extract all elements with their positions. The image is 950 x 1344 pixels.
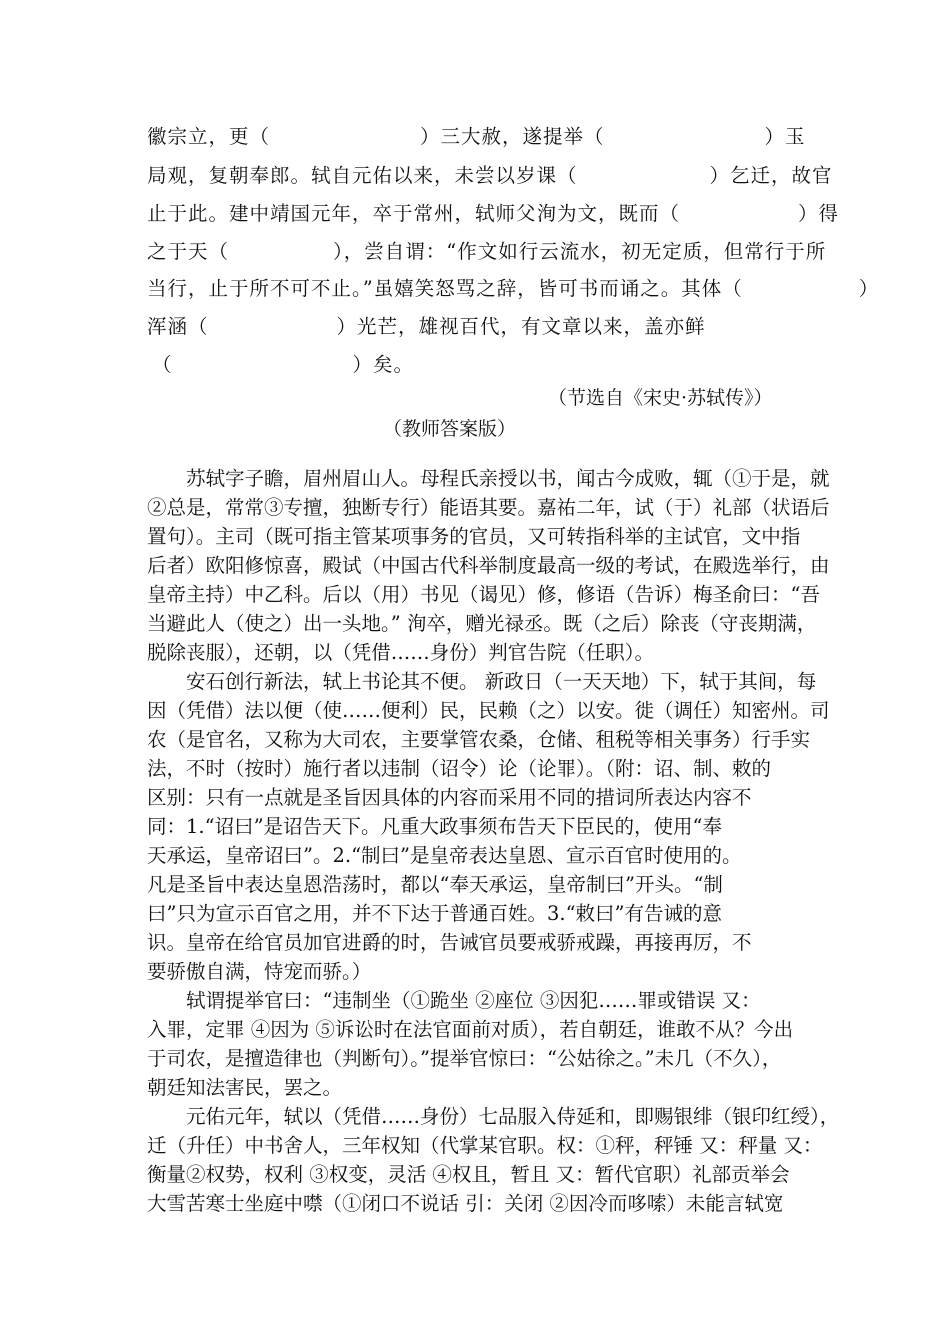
exercise-line: （ ）矣。: [152, 353, 415, 376]
paragraph: 轼谓提举官曰：“违制坐（①跪坐 ②座位 ③因犯……罪或错误 又： 入罪，定罪 ④因为 ⑤诉讼时在法官面前对质），若自朝廷，谁敢不从？今出 于司农，是擅造律也（判断句）。”提举官惊曰：“公姑徐之。”未几（不久）， 朝廷知法害民，罢之。: [147, 989, 794, 1099]
paragraph: 苏轼字子瞻，眉州眉山人。母程氏亲授以书，闻古今成败，辄（①于是，就 ②总是，常常③专擅，独断专行）能语其要。嘉祐二年，试（于）礼部（状语后 置句）。主司（既可指主管某项事务的官员，又可转指科举的主试官，文中指 后者）欧阳修惊喜，殿试（中国古代科举制度最高一级的考试，在殿选举行，由 皇帝主持）中乙科。后以（用）书见（谒见）修，修语（告诉）梅圣俞曰：“吾 当避此人（使之）出一头地。” 洵卒，赠光禄丞。既（之后）除丧（守丧期满， 脱除丧服），还朝，以（凭借……身份）判官告院（任职）。: [147, 467, 830, 664]
answer-body: [147, 464, 840, 1218]
exercise-line: 当行，止于所不可不止。”虽嬉笑怒骂之辞，皆可书而诵之。其体（ ）: [147, 277, 880, 300]
exercise-line: 之于天（ ），尝自谓：“作文如行云流水，初无定质，但常行于所: [147, 240, 827, 263]
paragraph: 安石创行新法，轼上书论其不便。 新政日（一天天地）下，轼于其间，每 因（凭借）法以便（使……便利）民，民赖（之）以安。徙（调任）知密州。司 农（是官名，又称为大司农，主要掌管农桑，仓储、租税等相关事务）行手实 法，不时（按时）施行者以违制（诏令）论（论罪）。（附：诏、制、敕的 区别：只有一点就是圣旨因具体的内容而采用不同的措词所表达内容不 同：1.“诏曰”是诏告天下。凡重大政事须布告天下臣民的，使用“奉 天承运，皇帝诏曰”。2.“制曰”是皇帝表达皇恩、宣示百官时使用的。 凡是圣旨中表达皇恩浩荡时，都以“奉天承运，皇帝制曰”开头。“制 曰”只为宣示百官之用，并不下达于普通百姓。3.“敕曰”有告诫的意 识。皇帝在给官员加官进爵的时，告诫官员要戒骄戒躁，再接再厉，不 要骄傲自满，恃宠而骄。）: [147, 670, 830, 983]
exercise-line: 止于此。建中靖国元年，卒于常州，轼师父洵为文，既而（ ）得: [147, 202, 840, 225]
source-citation: （节选自《宋史·苏轼传》）: [548, 387, 773, 409]
version-label: （教师答案版）: [383, 418, 517, 440]
exercise-line: 浑涵（ ）光芒，雄视百代，有文章以来，盖亦鲜: [147, 315, 706, 338]
exercise-line: 徽宗立，更（ ）三大赦，遂提举（ ）玉: [147, 125, 806, 148]
exercise-line: 局观，复朝奉郎。轼自元佑以来，未尝以岁课（ ）乞迁，故官: [147, 164, 833, 187]
paragraph: 元佑元年，轼以（凭借……身份）七品服入侍延和，即赐银绯（银印红绶）， 迁（升任）中书舍人，三年权知（代掌某官职。权：①秤，秤锤 又：秤量 又： 衡量②权势，权利 ③权变，灵活 ④权且，暂且 又：暂代官职）礼部贡举会 大雪苦寒士坐庭中噤（①闭口不说话 引：关闭 ②因冷而哆嗦）未能言轼宽: [147, 1105, 840, 1215]
